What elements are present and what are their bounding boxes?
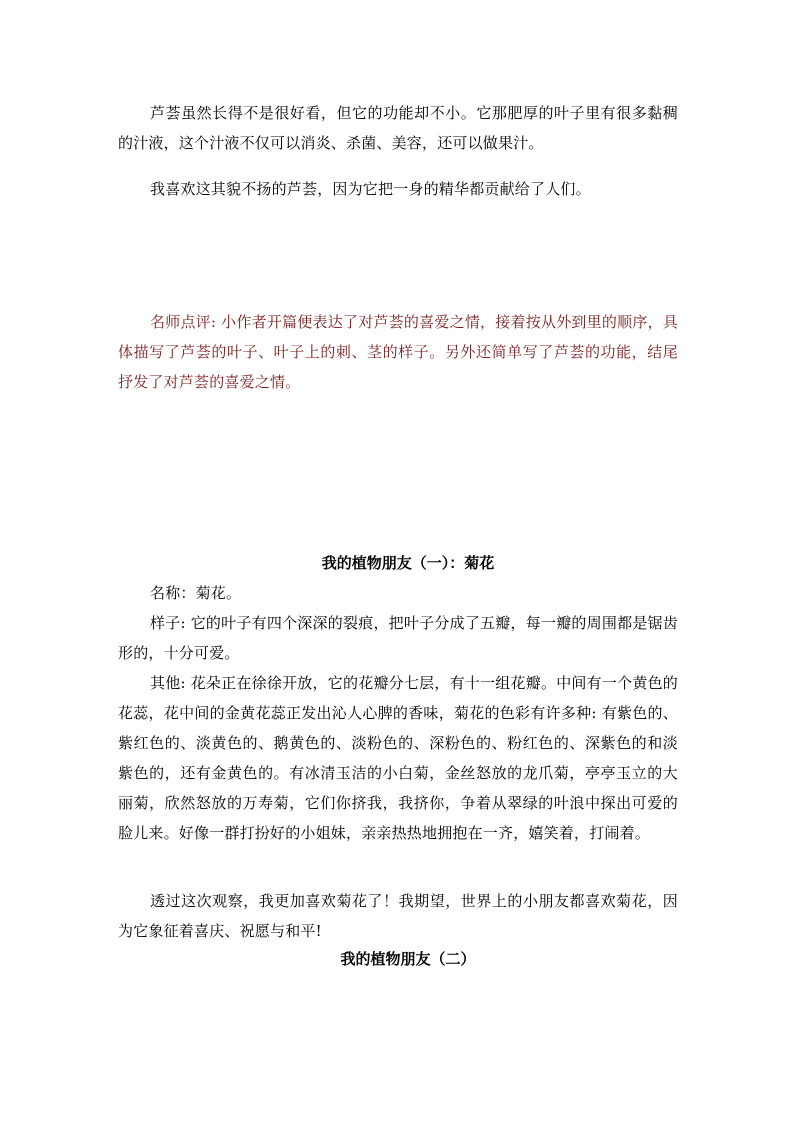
essay1-other: 其他: 花朵正在徐徐开放，它的花瓣分七层，有十一组花瓣。中间有一个黄色的花蕊，花中间的金黄花蕊正发出沁人心脾的香味，菊花的色彩有许多种: 有紫色的、紫红色的、淡黄色的、鹅黄色的、淡粉色的、深粉色的、粉红色的、深紫色的和淡紫色的，还有金黄色的。有冰清玉洁的小白菊，金丝怒放的龙爪菊，亭亭玉立的大丽菊，欣然怒放的万寿菊，它们你挤我，我挤你，争着从翠绿的叶浪中探出可爱的脸儿来。好像一群打扮好的小姐妹，亲亲热热地拥抱在一齐，嬉笑着，打闹着。 xyxy=(118,674,678,842)
essay1-conclusion: 透过这次观察，我更加喜欢菊花了！我期望，世界上的小朋友都喜欢菊花，因为它象征着喜庆、祝愿与和平! xyxy=(118,892,678,940)
teacher-comment: 名师点评: 小作者开篇便表达了对芦荟的喜爱之情，接着按从外到里的顺序，具体描写了芦荟的叶子、叶子上的刺、茎的样子。另外还简单写了芦荟的功能，结尾抒发了对芦荟的喜爱之情。 xyxy=(118,313,678,391)
aloe-paragraph-1: 芦荟虽然长得不是很好看，但它的功能却不小。它那肥厚的叶子里有很多黏稠的汁液，这个汁液不仅可以消炎、杀菌、美容，还可以做果汁。 xyxy=(118,104,678,152)
essay1-name: 名称：菊花。 xyxy=(150,584,242,602)
essay2-title: 我的植物朋友（二） xyxy=(340,950,476,968)
essay1-title: 我的植物朋友（一）：菊花 xyxy=(321,554,495,572)
aloe-paragraph-2: 我喜欢这其貌不扬的芦荟，因为它把一身的精华都贡献给了人们。 xyxy=(150,180,591,198)
essay1-appearance: 样子: 它的叶子有四个深深的裂痕，把叶子分成了五瓣，每一瓣的周围都是锯齿形的，十分可爱。 xyxy=(118,614,678,662)
